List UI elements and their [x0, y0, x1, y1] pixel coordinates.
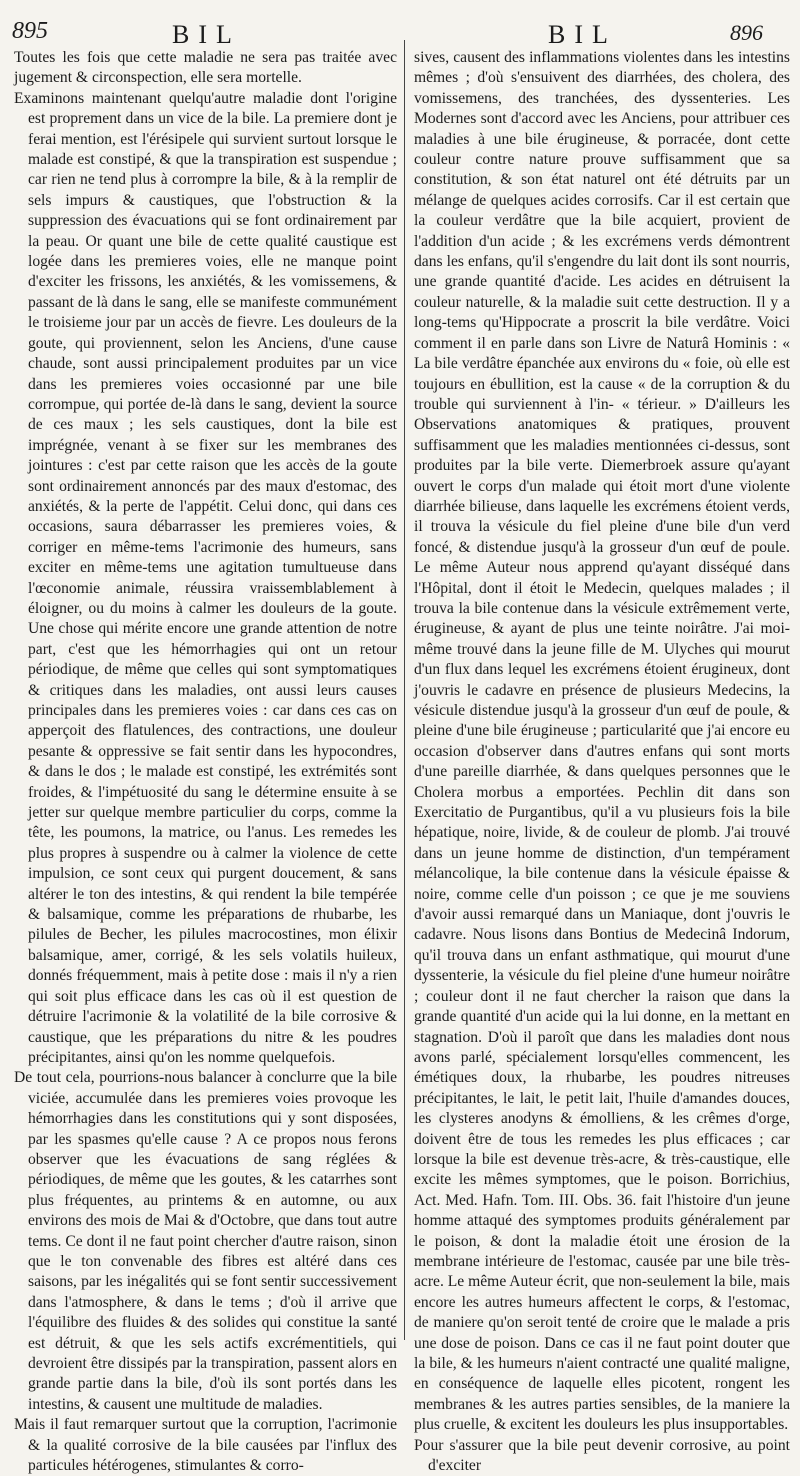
column-divider [404, 40, 405, 1340]
headword-right: BIL [548, 20, 617, 49]
paragraph: sives, causent des inflammations violentes dans les intestins mêmes ; d'où s'ensuivent des diarrhées, des cholera, des vomissemens, des tranchées, des dyssenteries. Les Modernes sont d'accord avec les Anciens, pour attribuer ces maladies à une bile érugineuse, & porracée, dont cette couleur contre nature prouve suffisamment que sa constitution, & son état naturel ont été détruits par un mélange de quelques acides corrosifs. Car il est certain que la couleur verdâtre que la bile acquiert, provient de l'addition d'un acide ; & les excrémens verds démontrent dans les enfans, qu'il s'engendre du lait dont ils sont nourris, une grande quantité d'acide. Les acides en détruisent la couleur naturelle, & la maladie suit cette destruction. Il y a long-tems qu'Hippocrate a proscrit la bile verdâtre. Voici comment il en parle dans son Livre de Naturâ Hominis : « La bile verdâtre épanchée aux environs du « foie, où elle est toujours en ébullition, est la cause « de la corruption & du trouble qui surviennent à l'in- « térieur. » D'ailleurs les Observations anatomiques & pratiques, prouvent suffisamment que les maladies mentionnées ci-dessus, sont produites par la bile verte. Diemerbroek assure qu'ayant ouvert le corps d'un malade qui étoit mort d'une violente diarrhée bilieuse, dans laquelle les excrémens étoient verds, il trouva la vésicule du fiel pleine d'une bile d'un verd foncé, & distendue jusqu'à la grosseur d'un œuf de poule. Le même Auteur nous apprend qu'ayant disséqué dans l'Hôpital, dont il étoit le Medecin, quelques malades ; il trouva la bile contenue dans la vésicule extrêmement verte, érugineuse, & ayant de plus une teinte noirâtre. J'ai moi-même trouvé dans la jeune fille de M. Ulyches qui mourut d'un flux dans lequel les excrémens étoient érugineux, dont j'ouvris le cadavre en présence de plusieurs Medecins, la vésicule distendue jusqu'à la grosseur d'un œuf de poule, & pleine d'une bile érugineuse ; particularité que j'ai encore eu occasion d'observer dans d'autres enfans qui sont morts d'une pareille diarrhée, & dans quelques personnes que le Cholera morbus a emportées. Pechlin dit dans son Exercitatio de Purgantibus, qu'il a vu plusieurs fois la bile hépatique, noire, livide, & de couleur de plomb. J'ai trouvé dans un jeune homme de distinction, d'un tempérament mélancolique, la bile contenue dans la vésicule épaisse & noire, comme celle d'un poisson ; ce que je me souviens d'avoir aussi remarqué dans un Maniaque, dont j'ouvris le cadavre. Nous lisons dans Bontius de Medecinâ Indorum, qu'il trouva dans un enfant asthmatique, qui mourut d'une dyssenterie, la vésicule du fiel pleine d'une humeur noirâtre ; couleur dont il ne faut chercher la raison que dans la grande quantité d'un acide qui la lui donne, en la mettant en stagnation. D'où il paroît que dans les maladies dont nous avons parlé, spécialement lorsqu'elles commencent, les émétiques doux, la rhubarbe, les poudres nitreuses précipitantes, le lait, le petit lait, l'huile d'amandes douces, les clysteres anodyns & émolliens, & les crêmes d'orge, doivent être de tous les remedes les plus efficaces ; car lorsque la bile est devenue très-acre, & très-caustique, elle excite les mêmes symptomes, que le poison. Borrichius, Act. Med. Hafn. Tom. III. Obs. 36. fait l'histoire d'un jeune homme attaqué des symptomes produits généralement par le poison, & dont la maladie étoit une érosion de la membrane intérieure de l'estomac, causée par une bile très-acre. Le même Auteur écrit, que non-seulement la bile, mais encore les autres humeurs affectent le corps, & l'estomac, de maniere qu'on seroit tenté de croire que le malade a pris une dose de poison. Dans ce cas il ne faut point douter que la bile, & les humeurs n'aient contracté une qualité maligne, en conséquence de laquelle elles picotent, rongent les membranes & les autres parties sensibles, de la maniere la plus cruelle, & excitent les douleurs les plus insupportables. [414, 49, 790, 1434]
left-column [14, 48, 397, 1475]
running-header [0, 10, 800, 49]
right-column [414, 48, 790, 1475]
paragraph: Toutes les fois que cette maladie ne sera pas traitée avec jugement & circonspection, elle sera mortelle. [14, 49, 397, 87]
page-number-right: 896 [730, 20, 763, 45]
headword-left: BIL [172, 20, 241, 49]
paragraph: Mais il faut remarquer surtout que la corruption, l'acrimonie & la qualité corrosive de la bile causées par l'influx des particules hétérogenes, stimulantes & corro- [14, 1416, 397, 1475]
paragraph: Examinons maintenant quelqu'autre maladie dont l'origine est proprement dans un vice de la bile. La premiere dont je ferai mention, est l'érésipele qui survient surtout lorsque le malade est constipé, & que la transpiration est suspendue ; car rien ne tend plus à corrompre la bile, & à la remplir de sels impurs & caustiques, que l'obstruction & la suppression des évacuations qui se font ordinairement par la peau. Or quant une bile de cette qualité caustique est logée dans les premieres voies, elle ne manque point d'exciter les frissons, les anxiétés, & les vomissemens, & passant de là dans le sang, elle se manifeste communément le troisieme jour par un accès de fievre. Les douleurs de la goute, qui proviennent, selon les Anciens, d'une cause chaude, sont aussi principalement produites par un vice dans les premieres voies occasionné par une bile corrompue, qui portée de-là dans le sang, devient la source de ces maux ; les sels caustiques, dont la bile est imprégnée, venant à se fixer sur les membranes des jointures : c'est par cette raison que les accès de la goute sont ordinairement annoncés par des maux d'estomac, des anxiétés, & la perte de l'appétit. Celui donc, qui dans ces occasions, saura débarrasser les premieres voies, & corriger en même-tems l'acrimonie des humeurs, sans exciter en même-tems une agitation tumultueuse dans l'œconomie animale, réussira vraissemblablement à éloigner, ou du moins à calmer les douleurs de la goute. Une chose qui mérite encore une grande attention de notre part, c'est que les hémorrhagies qui ont un retour périodique, de même que celles qui sont symptomatiques & critiques dans les maladies, ont aussi leurs causes principales dans les premieres voies : car dans ces cas on apperçoit des flatulences, des contractions, une douleur pesante & oppressive se fait sentir dans les hypocondres, & dans le dos ; le malade est constipé, les extrémités sont froides, & l'impétuosité du sang le détermine ensuite à se jetter sur quelque membre particulier du corps, comme la tête, les poumons, la matrice, ou l'anus. Les remedes les plus propres à suspendre ou à calmer la violence de cette impulsion, ce sont ceux qui purgent doucement, & sans altérer le ton des intestins, & qui rendent la bile tempérée & balsamique, comme les préparations de rhubarbe, les pilules de Becher, les pilules macrocostines, mon élixir balsamique, amer, corrigé, & les sels volatils huileux, donnés fréquemment, mais à petite dose : mais il n'y a rien qui soit plus efficace dans les cas où il est question de détruire l'acrimonie & la volatilité de la bile corrosive & caustique, que les préparations du nitre & les poudres précipitantes, ainsi qu'on les nomme quelquefois. [14, 89, 397, 1066]
paragraph: De tout cela, pourrions-nous balancer à conclurre que la bile viciée, accumulée dans les premieres voies provoque les hémorrhagies dans les constitutions qui y sont disposées, par les spasmes qu'elle cause ? A ce propos nous ferons observer que les évacuations de sang réglées & périodiques, de même que les goutes, & les catarrhes sont plus fréquentes, au printems & en automne, ou aux environs des mois de Mai & d'Octobre, que dans tout autre tems. Ce dont il ne faut point chercher d'autre raison, sinon que le ton convenable des fibres est altéré dans ces saisons, par les inégalités qui se font sentir successivement dans l'atmosphere, & dans le tems ; d'où il arrive que l'équilibre des fluides & des solides qui constitue la santé est détruit, & que les sels actifs excrémentitiels, qui devroient être dissipés par la transpiration, passent alors en grande partie dans la bile, d'où ils sont portés dans les intestins, & causent une multitude de maladies. [14, 1069, 397, 1413]
page-number-left: 895 [12, 18, 48, 44]
paragraph: Pour s'assurer que la bile peut devenir corrosive, au point d'exciter [414, 1436, 790, 1475]
